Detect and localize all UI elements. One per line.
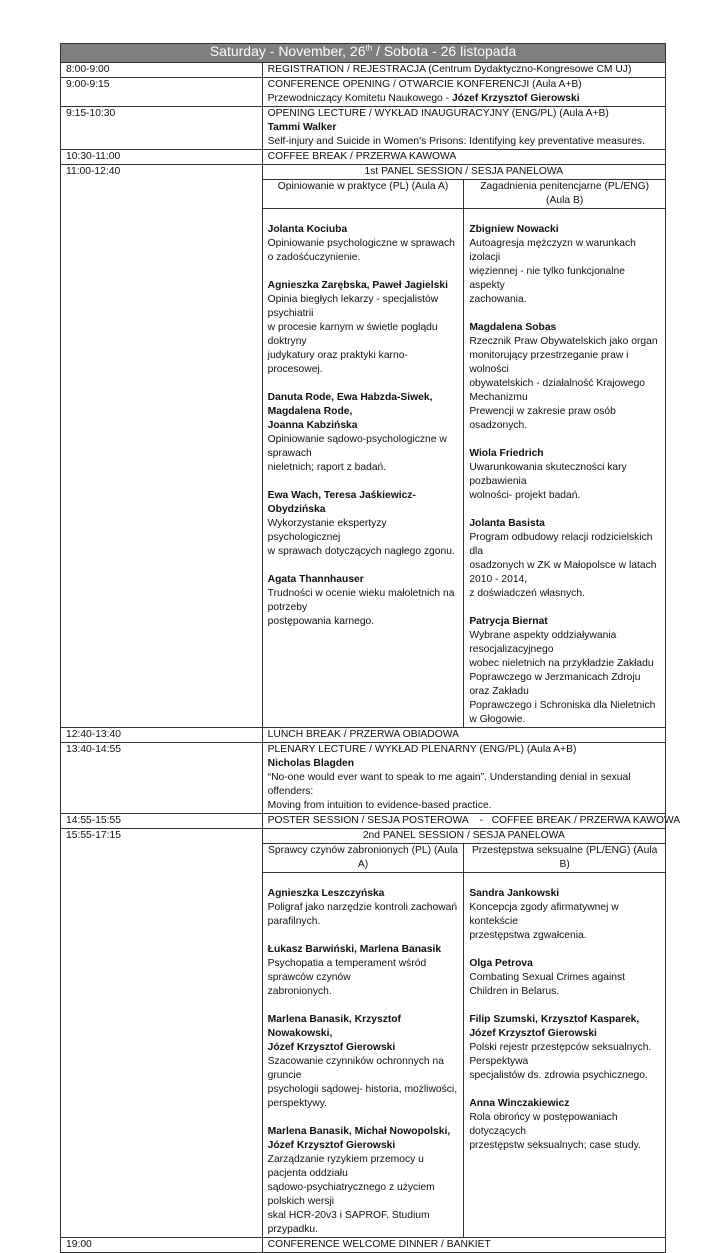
row-panel2-title [61, 829, 666, 844]
talk-title-line: przestępstw seksualnych; case study. [469, 1140, 641, 1151]
talk-authors: Magdalena Sobas [469, 322, 557, 333]
talk-title-line: w procesie karnym w świetle poglądu doktryny [267, 322, 438, 347]
talk-title-line: monitorujący przestrzeganie praw i wolności [469, 350, 629, 375]
talk-title-line: Wybrane aspekty oddziaływania resocjalizacyjnego [469, 630, 617, 655]
talk-authors: Danuta Rode, Ewa Habzda-Siwek, Magdalena Rode, [267, 392, 433, 417]
event-cell: CONFERENCE WELCOME DINNER / BANKIET [262, 1238, 665, 1253]
talk-authors: Patrycja Biernat [469, 616, 548, 627]
time-cell: 15:55-17:15 [61, 829, 263, 1238]
talk-authors: Joanna Kabzińska [267, 420, 358, 431]
talk-title-line: sądowo-psychiatrycznego z użyciem polskich wersji [267, 1182, 435, 1207]
talk-entry [268, 279, 459, 377]
talk-entry [268, 943, 459, 999]
talk-entry [268, 391, 459, 475]
talks-right [464, 209, 666, 728]
talk-title-line: Prewencji w zakresie praw osób osadzonych. [469, 406, 616, 431]
talk-entry [268, 1013, 459, 1111]
talk-authors: Marlena Banasik, Krzysztof Nowakowski, [267, 1014, 401, 1039]
time-cell: 14:55-15:55 [61, 814, 263, 829]
talk-authors: Agnieszka Leszczyńska [267, 888, 385, 899]
event-cell [262, 78, 665, 107]
talk-authors: Wiola Friedrich [469, 448, 544, 459]
talk-title-line: perspektywy. [267, 1098, 327, 1109]
panel-title: 2nd PANEL SESSION / SESJA PANELOWA [262, 829, 665, 844]
day-header-sup: th [365, 43, 373, 53]
event-cell [262, 743, 665, 814]
talk-authors: Józef Krzysztof Gierowski [267, 1140, 396, 1151]
speaker-name: Nicholas Blagden [267, 758, 355, 769]
talk-title-line: wolności- projekt badań. [469, 490, 581, 501]
row-coffee-break [61, 150, 666, 165]
schedule-table [60, 43, 681, 1253]
talk-title-line: Trudności w ocenie wieku małoletnich na potrzeby [267, 588, 455, 613]
talk-entry [469, 517, 660, 601]
talk-title-line: Szacowanie czynników ochronnych na gruncie [267, 1056, 444, 1081]
event-cell [262, 107, 665, 150]
room-title-right: Przestępstwa seksualne (PL/ENG) (Aula B) [464, 844, 666, 873]
talk-title-line: specjalistów ds. zdrowia psychicznego. [469, 1070, 648, 1081]
event-cell: COFFEE BREAK / PRZERWA KAWOWA [262, 150, 665, 165]
talk-title-line: Poprawczego w Jerzmanicach Zdroju oraz Zakładu [469, 672, 641, 697]
talk-title-line: Opiniowanie psychologiczne w sprawach [267, 238, 455, 249]
talk-title-line: Rola obrońcy w postępowaniach dotyczących [469, 1112, 618, 1137]
talk-title-line: wobec nieletnich na przykładzie Zakładu [469, 658, 654, 669]
row-dinner [61, 1238, 666, 1253]
talk-title-line: osadzonych w ZK w Małopolsce w latach 2010 - 2014, [469, 560, 657, 585]
talk-authors: Agata Thannhauser [267, 574, 364, 585]
talk-entry [469, 615, 660, 727]
talk-authors: Anna Winczakiewicz [469, 1098, 570, 1109]
talk-authors: Marlena Banasik, Michał Nowopolski, [267, 1126, 451, 1137]
row-plenary [61, 743, 666, 814]
speaker-name: Tammi Walker [267, 122, 337, 133]
talk-title-line: z doświadczeń własnych. [469, 588, 585, 599]
talk-entry [268, 887, 459, 929]
talk-title-line: Wykorzystanie ekspertyzy psychologicznej [267, 518, 387, 543]
talk-title-line: Uwarunkowania skuteczności kary pozbawienia [469, 462, 627, 487]
talk-title-line: skal HCR-20v3 i SAPROF. Studium przypadku. [267, 1210, 430, 1235]
talk-entry [268, 223, 459, 265]
talk-authors: Olga Petrova [469, 958, 533, 969]
talk-title-line: Program odbudowy relacji rodzicielskich dla [469, 532, 653, 557]
talk-title-line: zabronionych. [267, 986, 332, 997]
talk-entry [469, 887, 660, 943]
talk-authors: Agnieszka Zarębska, Paweł Jagielski [267, 280, 448, 291]
talk-title-line: o zadośćuczynienie. [267, 252, 361, 263]
talk-authors: Ewa Wach, Teresa Jaśkiewicz-Obydzińska [267, 490, 416, 515]
time-cell: 12:40-13:40 [61, 728, 263, 743]
chair-name: Józef Krzysztof Gierowski [451, 93, 580, 104]
talk-title-line: nieletnich; raport z badań. [267, 462, 387, 473]
time-cell: 9:15-10:30 [61, 107, 263, 150]
room-title-right: Zagadnienia penitencjarne (PL/ENG) (Aula B) [464, 180, 666, 209]
talk-authors: Sandra Jankowski [469, 888, 560, 899]
talk-title-line: Opiniowanie sądowo-psychologiczne w sprawach [267, 434, 447, 459]
time-cell: 9:00-9:15 [61, 78, 263, 107]
panel-title: 1st PANEL SESSION / SESJA PANELOWA [262, 165, 665, 180]
talk-title-line: Koncepcja zgody afirmatywnej w kontekście [469, 902, 619, 927]
talk-entry [469, 447, 660, 503]
row-poster [61, 814, 666, 829]
day-header-rest: / Sobota - 26 listopada [372, 43, 517, 59]
talk-authors: Zbigniew Nowacki [469, 224, 559, 235]
talks-left [262, 873, 464, 1238]
row-panel1-title [61, 165, 666, 180]
talk-title-line: Polski rejestr przestępców seksualnych. Perspektywa [469, 1042, 652, 1067]
talk-title-line: postępowania karnego. [267, 616, 375, 627]
talks-right [464, 873, 666, 1238]
talk-title-line: Autoagresja mężczyzn w warunkach izolacji [469, 238, 636, 263]
talk-title-line: Zarządzanie ryzykiem przemocy u pacjenta oddziału [267, 1154, 424, 1179]
talk-title-line: zachowania. [469, 294, 527, 305]
talk-authors: Filip Szumski, Krzysztof Kasparek, [469, 1014, 640, 1025]
day-header [61, 44, 666, 63]
row-opening-lecture [61, 107, 666, 150]
lecture-title: Self-injury and Suicide in Women's Prisons: Identifying key preventative measures. [267, 136, 645, 147]
event-cell: REGISTRATION / REJESTRACJA (Centrum Dydaktyczno-Kongresowe CM UJ) [262, 63, 665, 78]
talks-left [262, 209, 464, 728]
event-title: CONFERENCE OPENING / OTWARCIE KONFERENCJI (Aula A+B) [267, 79, 582, 90]
talk-authors: Łukasz Barwiński, Marlena Banasik [267, 944, 442, 955]
time-cell: 8:00-9:00 [61, 63, 263, 78]
room-title-left: Opiniowanie w praktyce (PL) (Aula A) [262, 180, 464, 209]
talk-title-line: w sprawach dotyczących nagłego zgonu. [267, 546, 455, 557]
time-cell: 19:00 [61, 1238, 263, 1253]
talk-title-line: psychologii sądowej- historia, możliwości, [267, 1084, 458, 1095]
day-header-text: Saturday - November, 26 [209, 43, 366, 59]
time-cell: 11:00-12:40 [61, 165, 263, 728]
event-cell: LUNCH BREAK / PRZERWA OBIADOWA [262, 728, 665, 743]
lecture-title-line: “No-one would ever want to speak to me again”. Understanding denial in sexual offenders: [267, 772, 631, 797]
room-title-left: Sprawcy czynów zabronionych (PL) (Aula A) [262, 844, 464, 873]
talk-authors: Józef Krzysztof Gierowski [469, 1028, 597, 1039]
talk-entry [469, 223, 660, 307]
talk-title-line: Poprawczego i Schroniska dla Nieletnich w Głogowie. [469, 700, 656, 725]
talk-authors: Jolanta Kociuba [267, 224, 348, 235]
talk-entry [268, 1125, 459, 1237]
event-cell: POSTER SESSION / SESJA POSTEROWA - COFFEE BREAK / PRZERWA KAWOWA [262, 814, 665, 829]
row-lunch [61, 728, 666, 743]
talk-authors: Jolanta Basista [469, 518, 545, 529]
talk-authors: Józef Krzysztof Gierowski [267, 1042, 396, 1053]
time-cell: 13:40-14:55 [61, 743, 263, 814]
event-title: OPENING LECTURE / WYKŁAD INAUGURACYJNY (ENG/PL) (Aula A+B) [267, 108, 609, 119]
talk-entry [469, 321, 660, 433]
talk-title-line: Opinia biegłych lekarzy - specjalistów psychiatrii [267, 294, 439, 319]
lecture-title-line: Moving from intuition to evidence-based practice. [267, 800, 492, 811]
talk-entry [469, 957, 660, 999]
time-cell: 10:30-11:00 [61, 150, 263, 165]
talk-title-line: więziennej - nie tylko funkcjonalne aspekty [469, 266, 625, 291]
chair-label: Przewodniczący Komitetu Naukowego - [267, 93, 452, 104]
talk-title-line: Psychopatia a temperament wśród sprawców czynów [267, 958, 427, 983]
talk-entry [268, 489, 459, 559]
talk-title-line: Combating Sexual Crimes against Children in Belarus. [469, 972, 625, 997]
talk-title-line: Poligraf jako narzędzie kontroli zachowań parafilnych. [267, 902, 458, 927]
talk-title-line: przestępstwa zgwałcenia. [469, 930, 587, 941]
talk-title-line: Rzecznik Praw Obywatelskich jako organ [469, 336, 658, 347]
talk-title-line: obywatelskich - działalność Krajowego Mechanizmu [469, 378, 646, 403]
talk-entry [469, 1097, 660, 1153]
row-registration [61, 63, 666, 78]
chair-line [268, 92, 660, 106]
talk-entry [268, 573, 459, 629]
event-title: PLENARY LECTURE / WYKŁAD PLENARNY (ENG/PL) (Aula A+B) [267, 744, 577, 755]
row-opening [61, 78, 666, 107]
talk-title-line: judykatury oraz praktyki karno-procesowej. [267, 350, 408, 375]
